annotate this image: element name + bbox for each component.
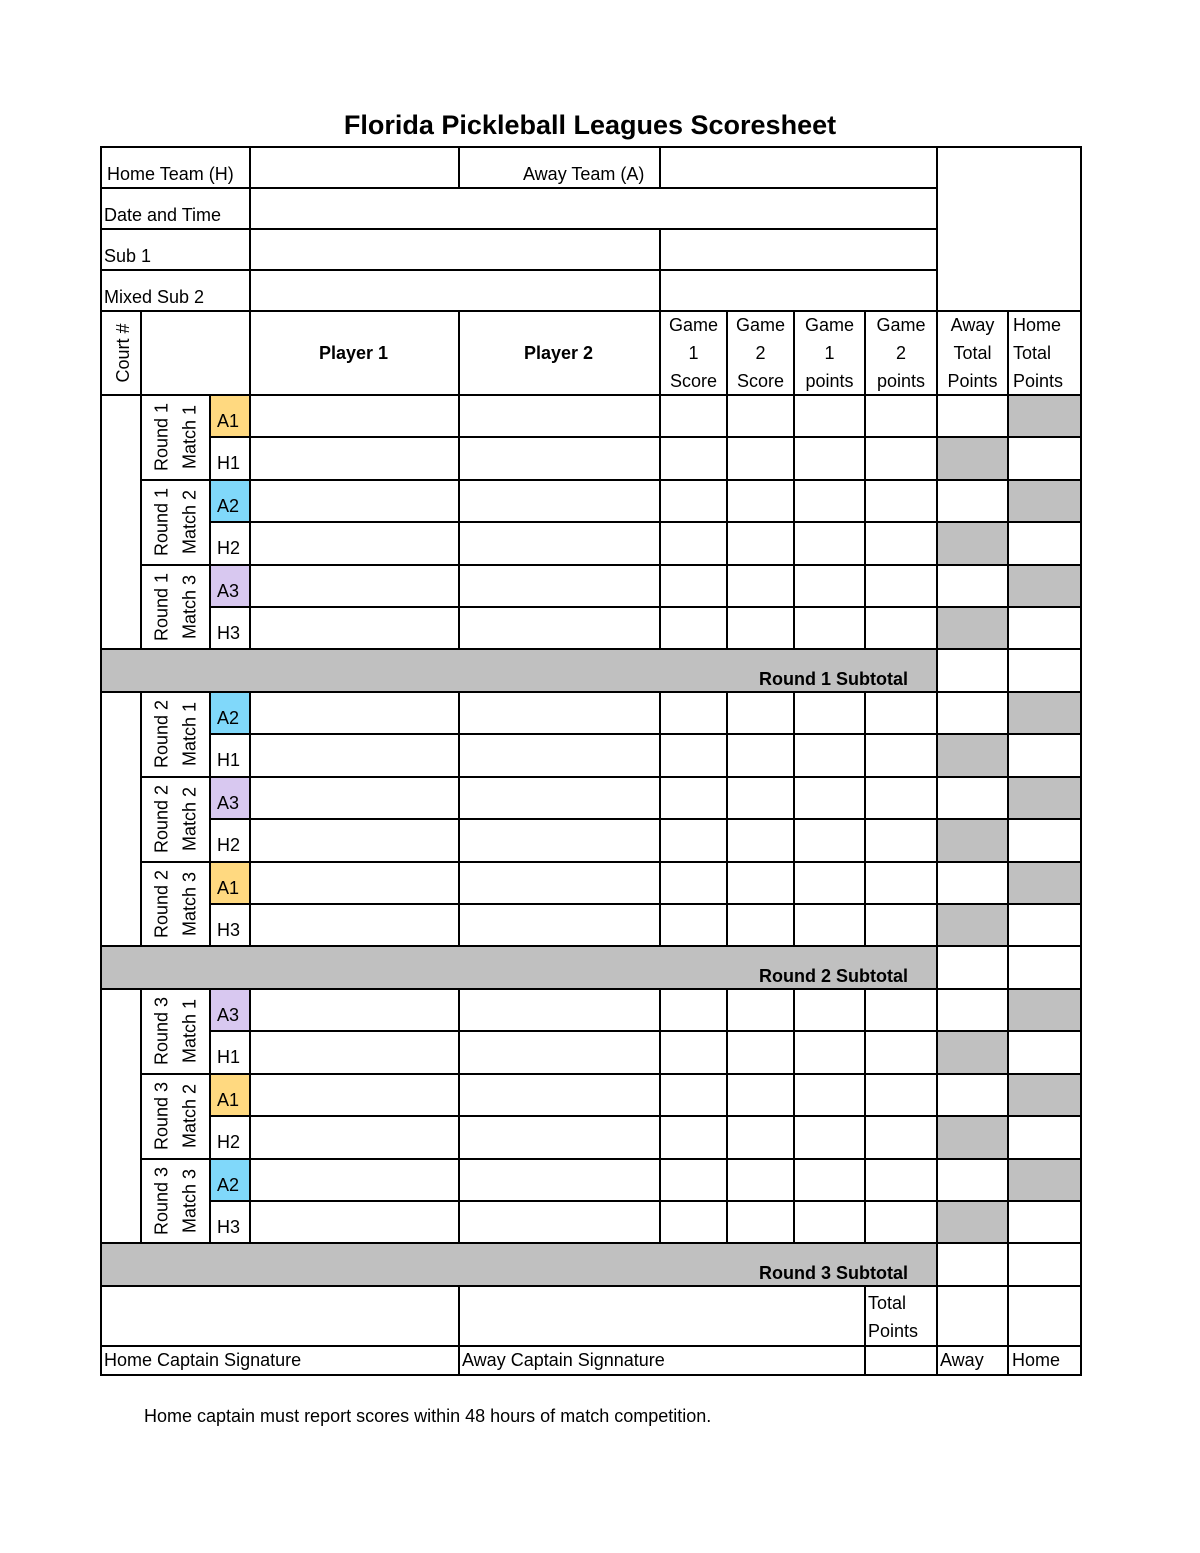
score-entry-cell[interactable] bbox=[794, 438, 864, 479]
total-entry-cell[interactable] bbox=[937, 566, 1007, 607]
score-entry-cell[interactable] bbox=[459, 1117, 659, 1158]
date-time-label: Date and Time bbox=[104, 205, 222, 225]
score-entry-cell[interactable] bbox=[727, 1032, 793, 1073]
page-title: Florida Pickleball Leagues Scoresheet bbox=[343, 110, 837, 140]
shaded-total-cell bbox=[937, 607, 1007, 649]
away-total-header-line-2: Total bbox=[953, 343, 992, 363]
total-points-label-2: Points bbox=[868, 1321, 919, 1341]
score-entry-cell[interactable] bbox=[794, 1075, 864, 1116]
home-team-code: H1 bbox=[217, 750, 241, 771]
round-label: Round 2 bbox=[150, 700, 171, 769]
shaded-total-cell bbox=[937, 1116, 1007, 1158]
game2-score-header-line-3: Score bbox=[736, 371, 785, 391]
away-grand-total-field[interactable] bbox=[937, 1287, 1006, 1345]
score-entry-cell[interactable] bbox=[794, 735, 864, 776]
score-entry-cell[interactable] bbox=[727, 1075, 793, 1116]
shaded-total-cell bbox=[1008, 565, 1080, 607]
player1-header: Player 1 bbox=[318, 343, 389, 363]
total-entry-cell[interactable] bbox=[937, 1160, 1007, 1201]
score-entry-cell[interactable] bbox=[794, 481, 864, 522]
home-team-code: H2 bbox=[217, 538, 241, 559]
score-entry-cell[interactable] bbox=[727, 905, 793, 946]
round-label: Round 3 bbox=[150, 997, 171, 1066]
score-entry-cell[interactable] bbox=[865, 778, 936, 819]
score-entry-cell[interactable] bbox=[794, 863, 864, 904]
score-entry-cell[interactable] bbox=[794, 396, 864, 437]
score-entry-cell[interactable] bbox=[250, 990, 458, 1031]
score-entry-cell[interactable] bbox=[250, 1160, 458, 1201]
away-team-code: A2 bbox=[217, 495, 240, 516]
score-entry-cell[interactable] bbox=[660, 396, 726, 437]
home-team-code: H3 bbox=[217, 623, 241, 643]
game1-points-header-line-1: Game bbox=[804, 315, 855, 335]
score-entry-cell[interactable] bbox=[865, 1160, 936, 1201]
score-entry-cell[interactable] bbox=[660, 778, 726, 819]
score-entry-cell[interactable] bbox=[250, 481, 458, 522]
score-entry-cell[interactable] bbox=[459, 523, 659, 564]
score-entry-cell[interactable] bbox=[865, 481, 936, 522]
score-entry-cell[interactable] bbox=[794, 1032, 864, 1073]
score-entry-cell[interactable] bbox=[660, 481, 726, 522]
score-entry-cell[interactable] bbox=[727, 566, 793, 607]
score-entry-cell[interactable] bbox=[794, 990, 864, 1031]
home-team-code: H1 bbox=[217, 1047, 241, 1068]
home-signature-field[interactable] bbox=[102, 1287, 457, 1345]
subtotal-label: Round 1 Subtotal bbox=[759, 669, 908, 690]
home-total-header-line-2: Total bbox=[1013, 343, 1052, 363]
total-entry-cell[interactable] bbox=[937, 863, 1007, 904]
game2-score-header-line-2: 2 bbox=[755, 343, 766, 363]
home-team-code: H3 bbox=[217, 1217, 241, 1237]
away-team-code: A1 bbox=[217, 411, 240, 431]
game2-points-header-line-2: 2 bbox=[895, 343, 906, 363]
away-signature-label: Away Captain Signnature bbox=[462, 1350, 665, 1370]
score-entry-cell[interactable] bbox=[865, 905, 936, 946]
sub2-label: Mixed Sub 2 bbox=[104, 287, 205, 307]
score-entry-cell[interactable] bbox=[865, 1032, 936, 1073]
score-entry-cell[interactable] bbox=[865, 820, 936, 861]
score-entry-cell[interactable] bbox=[727, 863, 793, 904]
score-entry-cell[interactable] bbox=[727, 1202, 793, 1243]
match-label: Match 1 bbox=[178, 405, 199, 470]
score-entry-cell[interactable] bbox=[250, 863, 458, 904]
score-entry-cell[interactable] bbox=[794, 608, 864, 649]
match-label: Match 2 bbox=[178, 787, 199, 852]
score-entry-cell[interactable] bbox=[794, 566, 864, 607]
sub1-field[interactable] bbox=[250, 231, 935, 270]
score-entry-cell[interactable] bbox=[660, 905, 726, 946]
total-entry-cell[interactable] bbox=[1008, 820, 1080, 861]
score-entry-cell[interactable] bbox=[794, 778, 864, 819]
total-entry-cell[interactable] bbox=[937, 778, 1007, 819]
shaded-total-cell bbox=[937, 437, 1007, 479]
score-entry-cell[interactable] bbox=[865, 438, 936, 479]
total-entry-cell[interactable] bbox=[1008, 1032, 1080, 1073]
total-entry-cell[interactable] bbox=[1008, 438, 1080, 479]
score-entry-cell[interactable] bbox=[459, 820, 659, 861]
game1-score-header-line-1: Game bbox=[668, 315, 719, 335]
score-entry-cell[interactable] bbox=[459, 693, 659, 734]
score-entry-cell[interactable] bbox=[865, 1075, 936, 1116]
match-label: Match 1 bbox=[178, 999, 199, 1064]
score-entry-cell[interactable] bbox=[865, 1202, 936, 1243]
score-entry-cell[interactable] bbox=[660, 1075, 726, 1116]
total-entry-cell[interactable] bbox=[1008, 523, 1080, 564]
score-entry-cell[interactable] bbox=[660, 1160, 726, 1201]
match-label: Match 3 bbox=[178, 1168, 199, 1234]
score-entry-cell[interactable] bbox=[250, 566, 458, 607]
home-team-label: Home Team (H) bbox=[107, 164, 234, 184]
score-entry-cell[interactable] bbox=[865, 990, 936, 1031]
score-entry-cell[interactable] bbox=[459, 481, 659, 522]
score-entry-cell[interactable] bbox=[250, 735, 458, 776]
score-entry-cell[interactable] bbox=[660, 1032, 726, 1073]
away-total-label: Away bbox=[940, 1350, 984, 1370]
score-entry-cell[interactable] bbox=[794, 1202, 864, 1243]
shaded-total-cell bbox=[937, 734, 1007, 776]
score-entry-cell[interactable] bbox=[250, 438, 458, 479]
score-entry-cell[interactable] bbox=[250, 693, 458, 734]
score-entry-cell[interactable] bbox=[660, 735, 726, 776]
score-entry-cell[interactable] bbox=[865, 1117, 936, 1158]
away-team-code: A1 bbox=[217, 1089, 240, 1110]
home-grand-total-field[interactable] bbox=[1008, 1287, 1079, 1345]
subtotal-label: Round 3 Subtotal bbox=[759, 1263, 908, 1284]
round-label: Round 3 bbox=[150, 1082, 171, 1151]
total-entry-cell[interactable] bbox=[1008, 735, 1080, 776]
score-entry-cell[interactable] bbox=[459, 1075, 659, 1116]
total-entry-cell[interactable] bbox=[937, 1075, 1007, 1116]
score-entry-cell[interactable] bbox=[459, 1032, 659, 1073]
shaded-total-cell bbox=[937, 522, 1007, 564]
score-entry-cell[interactable] bbox=[660, 820, 726, 861]
total-entry-cell[interactable] bbox=[937, 693, 1007, 734]
shaded-total-cell bbox=[937, 1031, 1007, 1073]
away-team-code: A3 bbox=[217, 580, 240, 601]
score-entry-cell[interactable] bbox=[727, 735, 793, 776]
date-time-field[interactable] bbox=[250, 190, 935, 229]
footnote: Home captain must report scores within 48 hours of match competition. bbox=[144, 1406, 712, 1426]
score-entry-cell[interactable] bbox=[865, 566, 936, 607]
score-entry-cell[interactable] bbox=[660, 1202, 726, 1243]
shaded-total-cell bbox=[937, 904, 1007, 946]
score-entry-cell[interactable] bbox=[250, 820, 458, 861]
total-entry-cell[interactable] bbox=[1008, 608, 1080, 649]
home-signature-label: Home Captain Signature bbox=[104, 1350, 302, 1370]
score-entry-cell[interactable] bbox=[794, 1160, 864, 1201]
match-label: Match 1 bbox=[178, 702, 199, 767]
round-label: Round 3 bbox=[150, 1166, 171, 1236]
game2-score-header-line-1: Game bbox=[735, 315, 786, 335]
score-entry-cell[interactable] bbox=[459, 778, 659, 819]
game2-points-header-line-3: points bbox=[876, 371, 926, 391]
score-entry-cell[interactable] bbox=[865, 863, 936, 904]
score-entry-cell[interactable] bbox=[727, 438, 793, 479]
score-entry-cell[interactable] bbox=[727, 990, 793, 1031]
round-label: Round 1 bbox=[150, 488, 171, 557]
score-entry-cell[interactable] bbox=[250, 523, 458, 564]
score-entry-cell[interactable] bbox=[459, 863, 659, 904]
total-entry-cell[interactable] bbox=[1008, 905, 1080, 946]
score-entry-cell[interactable] bbox=[660, 863, 726, 904]
score-entry-cell[interactable] bbox=[865, 396, 936, 437]
total-entry-cell[interactable] bbox=[937, 396, 1007, 437]
home-team-code: H1 bbox=[217, 453, 241, 474]
away-team-code: A2 bbox=[217, 1174, 240, 1195]
away-total-header-line-1: Away bbox=[950, 315, 995, 335]
score-entry-cell[interactable] bbox=[794, 693, 864, 734]
home-team-code: H2 bbox=[217, 1132, 241, 1153]
shaded-total-cell bbox=[1008, 989, 1080, 1031]
score-entry-cell[interactable] bbox=[794, 820, 864, 861]
score-entry-cell[interactable] bbox=[250, 1075, 458, 1116]
round-label: Round 2 bbox=[150, 869, 171, 939]
score-entry-cell[interactable] bbox=[660, 566, 726, 607]
game1-score-header-line-2: 1 bbox=[688, 343, 699, 363]
score-entry-cell[interactable] bbox=[250, 778, 458, 819]
score-entry-cell[interactable] bbox=[865, 608, 936, 649]
score-entry-cell[interactable] bbox=[727, 820, 793, 861]
score-entry-cell[interactable] bbox=[459, 438, 659, 479]
total-entry-cell[interactable] bbox=[1008, 1117, 1080, 1158]
match-label: Match 3 bbox=[178, 574, 199, 640]
home-team-code: H3 bbox=[217, 920, 241, 940]
total-entry-cell[interactable] bbox=[1008, 1202, 1080, 1243]
score-entry-cell[interactable] bbox=[459, 905, 659, 946]
total-points-label-1: Total bbox=[868, 1293, 907, 1313]
score-entry-cell[interactable] bbox=[660, 990, 726, 1031]
score-entry-cell[interactable] bbox=[660, 438, 726, 479]
game1-points-header-line-2: 1 bbox=[824, 343, 835, 363]
score-entry-cell[interactable] bbox=[727, 1117, 793, 1158]
score-entry-cell[interactable] bbox=[865, 735, 936, 776]
game2-points-header-line-1: Game bbox=[876, 315, 926, 335]
away-team-code: A3 bbox=[217, 1005, 240, 1025]
scoresheet-table bbox=[100, 147, 1081, 1376]
round-label: Round 1 bbox=[150, 572, 171, 642]
score-entry-cell[interactable] bbox=[727, 523, 793, 564]
score-entry-cell[interactable] bbox=[865, 523, 936, 564]
home-team-code: H2 bbox=[217, 835, 241, 856]
match-label: Match 2 bbox=[178, 490, 199, 555]
score-entry-cell[interactable] bbox=[727, 481, 793, 522]
home-total-label: Home bbox=[1012, 1350, 1061, 1370]
total-entry-cell[interactable] bbox=[937, 990, 1007, 1031]
score-entry-cell[interactable] bbox=[459, 990, 659, 1031]
score-entry-cell[interactable] bbox=[459, 735, 659, 776]
shaded-total-cell bbox=[937, 819, 1007, 861]
score-entry-cell[interactable] bbox=[250, 608, 458, 649]
score-entry-cell[interactable] bbox=[250, 1117, 458, 1158]
score-entry-cell[interactable] bbox=[459, 566, 659, 607]
score-entry-cell[interactable] bbox=[727, 778, 793, 819]
shaded-total-cell bbox=[1008, 692, 1080, 734]
shaded-total-cell bbox=[937, 1201, 1007, 1243]
away-team-code: A1 bbox=[217, 877, 240, 898]
score-entry-cell[interactable] bbox=[459, 1160, 659, 1201]
score-entry-cell[interactable] bbox=[865, 693, 936, 734]
score-entry-cell[interactable] bbox=[250, 396, 458, 437]
score-entry-cell[interactable] bbox=[727, 608, 793, 649]
shaded-total-cell bbox=[1008, 777, 1080, 819]
away-team-field[interactable] bbox=[661, 149, 935, 188]
away-signature-field[interactable] bbox=[459, 1287, 863, 1345]
away-total-header-line-3: Points bbox=[947, 371, 998, 391]
shaded-total-cell bbox=[1008, 862, 1080, 904]
sub1-label: Sub 1 bbox=[104, 246, 152, 266]
round-label: Round 1 bbox=[150, 403, 171, 472]
court-header: Court # bbox=[113, 323, 133, 383]
score-entry-cell[interactable] bbox=[660, 523, 726, 564]
match-label: Match 2 bbox=[178, 1084, 199, 1149]
score-entry-cell[interactable] bbox=[459, 608, 659, 649]
game1-score-header-line-3: Score bbox=[669, 371, 718, 391]
score-entry-cell[interactable] bbox=[727, 396, 793, 437]
shaded-total-cell bbox=[1008, 1074, 1080, 1116]
home-total-header-line-1: Home bbox=[1013, 315, 1062, 335]
away-team-code: A3 bbox=[217, 792, 240, 813]
shaded-total-cell bbox=[1008, 1159, 1080, 1201]
away-team-label: Away Team (A) bbox=[523, 164, 645, 184]
round-label: Round 2 bbox=[150, 785, 171, 854]
score-entry-cell[interactable] bbox=[459, 396, 659, 437]
score-entry-cell[interactable] bbox=[794, 523, 864, 564]
score-entry-cell[interactable] bbox=[727, 1160, 793, 1201]
score-entry-cell[interactable] bbox=[250, 1202, 458, 1243]
home-team-field[interactable] bbox=[250, 149, 457, 188]
total-entry-cell[interactable] bbox=[937, 481, 1007, 522]
shaded-total-cell bbox=[1008, 395, 1080, 437]
subtotal-label: Round 2 Subtotal bbox=[759, 966, 908, 987]
score-entry-cell[interactable] bbox=[660, 608, 726, 649]
shaded-total-cell bbox=[1008, 480, 1080, 522]
score-entry-cell[interactable] bbox=[727, 693, 793, 734]
score-entry-cell[interactable] bbox=[250, 1032, 458, 1073]
score-entry-cell[interactable] bbox=[459, 1202, 659, 1243]
score-entry-cell[interactable] bbox=[660, 1117, 726, 1158]
match-label: Match 3 bbox=[178, 871, 199, 937]
player2-header: Player 2 bbox=[523, 343, 594, 363]
score-entry-cell[interactable] bbox=[660, 693, 726, 734]
game1-points-header-line-3: points bbox=[805, 371, 854, 391]
score-entry-cell[interactable] bbox=[794, 1117, 864, 1158]
score-entry-cell[interactable] bbox=[250, 905, 458, 946]
score-entry-cell[interactable] bbox=[794, 905, 864, 946]
away-team-code: A2 bbox=[217, 708, 240, 728]
home-total-header-line-3: Points bbox=[1013, 371, 1064, 391]
sub2-field[interactable] bbox=[250, 272, 935, 310]
